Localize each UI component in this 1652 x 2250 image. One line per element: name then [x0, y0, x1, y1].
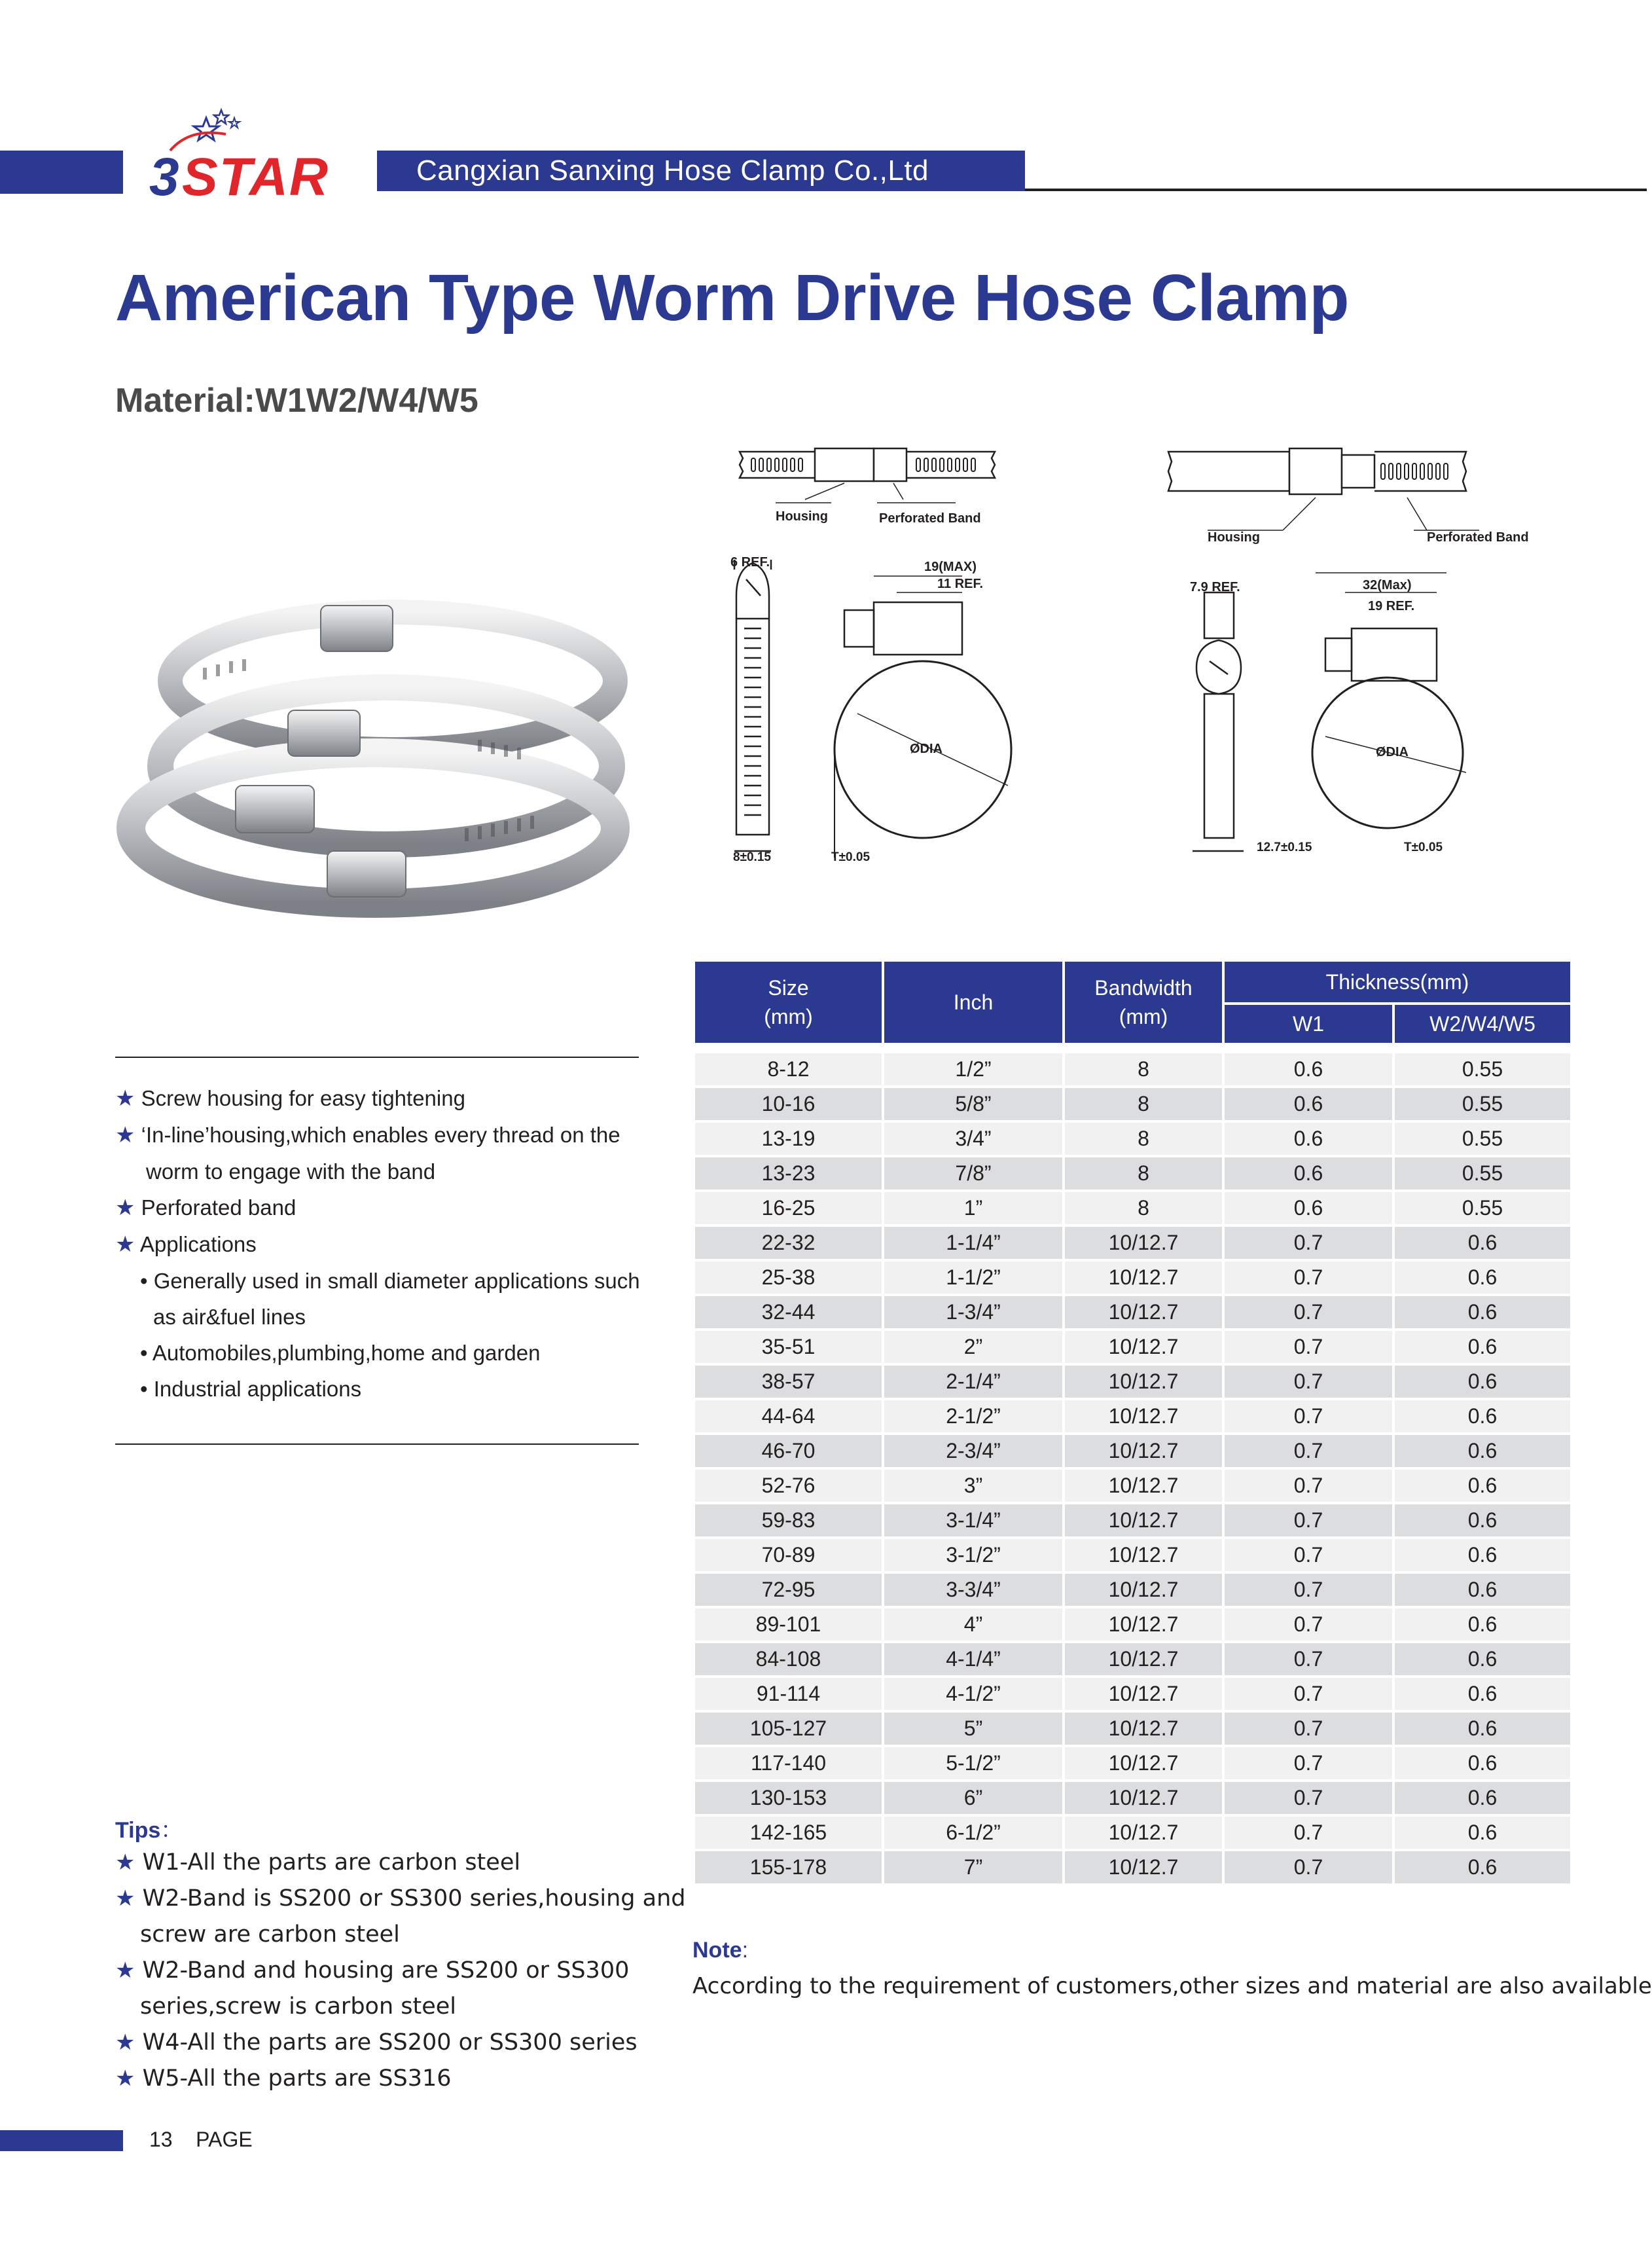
cell-size: 8-12 — [695, 1053, 882, 1085]
cell-inch: 1-1/4” — [884, 1227, 1062, 1259]
table-row — [695, 1504, 1570, 1536]
logo-stars-icon — [170, 110, 240, 151]
company-name: Cangxian Sanxing Hose Clamp Co.,Ltd — [416, 154, 929, 187]
cell-w1: 0.7 — [1225, 1366, 1392, 1398]
note-text: According to the requirement of customers,other sizes and material are also available — [692, 1973, 1652, 1999]
dim-t-right: T±0.05 — [1404, 841, 1443, 854]
cell-size: 13-23 — [695, 1157, 882, 1189]
cell-w2w4w5: 0.6 — [1395, 1574, 1570, 1606]
cell-w2w4w5: 0.6 — [1395, 1261, 1570, 1294]
cell-size: 46-70 — [695, 1435, 882, 1467]
cell-size: 16-25 — [695, 1192, 882, 1224]
star-icon: ★ — [115, 1232, 135, 1257]
star-icon: ★ — [115, 1086, 135, 1111]
cell-w2w4w5: 0.6 — [1395, 1643, 1570, 1675]
page-number: 13 — [149, 2128, 173, 2151]
feature-item: • Automobiles,plumbing,home and garden — [140, 1341, 541, 1365]
cell-inch: 1-3/4” — [884, 1296, 1062, 1328]
cell-w1: 0.7 — [1225, 1713, 1392, 1745]
cell-w1: 0.7 — [1225, 1296, 1392, 1328]
feature-item: worm to engage with the band — [146, 1159, 436, 1184]
cell-bandwidth: 10/12.7 — [1065, 1817, 1222, 1849]
cell-bandwidth: 8 — [1065, 1088, 1222, 1120]
cell-w2w4w5: 0.6 — [1395, 1713, 1570, 1745]
cell-w2w4w5: 0.6 — [1395, 1817, 1570, 1849]
feature-item: ★ Applications — [115, 1232, 257, 1257]
feature-item: ★ Screw housing for easy tightening — [115, 1086, 465, 1111]
cell-size: 32-44 — [695, 1296, 882, 1328]
page-title: American Type Worm Drive Hose Clamp — [115, 261, 1349, 335]
cell-size: 130-153 — [695, 1782, 882, 1814]
cell-w2w4w5: 0.6 — [1395, 1678, 1570, 1710]
cell-w2w4w5: 0.6 — [1395, 1296, 1570, 1328]
table-row — [695, 1435, 1570, 1467]
tip-item: ★ W2-Band is SS200 or SS300 series,housing and — [115, 1885, 686, 1912]
housing-label-left: Housing — [776, 509, 828, 524]
cell-w1: 0.7 — [1225, 1782, 1392, 1814]
cell-w2w4w5: 0.55 — [1395, 1088, 1570, 1120]
left-side-view — [734, 560, 771, 851]
cell-bandwidth: 8 — [1065, 1123, 1222, 1155]
features-bottom-rule — [115, 1443, 639, 1445]
cell-bandwidth: 8 — [1065, 1053, 1222, 1085]
col-header-w1: W1 — [1225, 1005, 1392, 1043]
cell-inch: 3” — [884, 1470, 1062, 1502]
spec-table — [692, 959, 1573, 1886]
dim-127: 12.7±0.15 — [1257, 841, 1312, 854]
cell-w1: 0.7 — [1225, 1539, 1392, 1571]
dim-19max: 19(MAX) — [924, 560, 977, 574]
perforated-band-label-right: Perforated Band — [1427, 530, 1529, 545]
cell-w1: 0.7 — [1225, 1747, 1392, 1779]
cell-size: 10-16 — [695, 1088, 882, 1120]
cell-w1: 0.7 — [1225, 1574, 1392, 1606]
cell-w2w4w5: 0.6 — [1395, 1851, 1570, 1883]
dim-32max: 32(Max) — [1363, 578, 1412, 592]
cell-inch: 5” — [884, 1713, 1062, 1745]
cell-size: 117-140 — [695, 1747, 882, 1779]
col-header-size: Size (mm) — [695, 962, 882, 1043]
header-spacer — [695, 1045, 1570, 1051]
star-icon: ★ — [115, 2065, 135, 2092]
cell-w1: 0.7 — [1225, 1817, 1392, 1849]
table-row — [695, 1713, 1570, 1745]
cell-size: 84-108 — [695, 1643, 882, 1675]
right-band-drawing — [1168, 448, 1479, 530]
material-subtitle: Material:W1W2/W4/W5 — [115, 382, 478, 420]
cell-w2w4w5: 0.6 — [1395, 1539, 1570, 1571]
table-row — [695, 1470, 1570, 1502]
cell-bandwidth: 10/12.7 — [1065, 1782, 1222, 1814]
table-row — [695, 1157, 1570, 1189]
table-row — [695, 1782, 1570, 1814]
cell-bandwidth: 10/12.7 — [1065, 1747, 1222, 1779]
table-row — [695, 1296, 1570, 1328]
right-side-view — [1193, 592, 1244, 851]
star-icon: ★ — [115, 1849, 135, 1876]
table-row — [695, 1366, 1570, 1398]
cell-inch: 7/8” — [884, 1157, 1062, 1189]
cell-bandwidth: 10/12.7 — [1065, 1435, 1222, 1467]
cell-w2w4w5: 0.6 — [1395, 1504, 1570, 1536]
cell-size: 70-89 — [695, 1539, 882, 1571]
dia-left: ØDIA — [910, 742, 943, 756]
cell-inch: 3-1/2” — [884, 1539, 1062, 1571]
col-header-bandwidth: Bandwidth (mm) — [1065, 962, 1222, 1043]
cell-w1: 0.7 — [1225, 1851, 1392, 1883]
cell-w1: 0.7 — [1225, 1261, 1392, 1294]
cell-w2w4w5: 0.6 — [1395, 1608, 1570, 1641]
cell-w1: 0.6 — [1225, 1123, 1392, 1155]
tip-item: ★ W4-All the parts are SS200 or SS300 series — [115, 2029, 637, 2056]
cell-w2w4w5: 0.55 — [1395, 1053, 1570, 1085]
col-header-w2w4w5: W2/W4/W5 — [1395, 1005, 1570, 1043]
cell-bandwidth: 10/12.7 — [1065, 1261, 1222, 1294]
cell-inch: 2-1/2” — [884, 1400, 1062, 1432]
svg-text:3: 3 — [149, 147, 179, 207]
cell-w2w4w5: 0.55 — [1395, 1157, 1570, 1189]
cell-bandwidth: 10/12.7 — [1065, 1539, 1222, 1571]
table-row — [695, 1331, 1570, 1363]
dim-11ref: 11 REF. — [937, 577, 984, 591]
cell-inch: 2-1/4” — [884, 1366, 1062, 1398]
cell-inch: 4” — [884, 1608, 1062, 1641]
table-row — [695, 1608, 1570, 1641]
cell-w1: 0.6 — [1225, 1053, 1392, 1085]
table-row — [695, 1227, 1570, 1259]
cell-bandwidth: 10/12.7 — [1065, 1574, 1222, 1606]
dim-t-left: T±0.05 — [831, 850, 871, 864]
star-icon: ★ — [115, 1195, 135, 1220]
left-band-drawing — [740, 448, 995, 503]
cell-w1: 0.6 — [1225, 1192, 1392, 1224]
table-row — [695, 1192, 1570, 1224]
cell-inch: 1-1/2” — [884, 1261, 1062, 1294]
tip-item: series,screw is carbon steel — [140, 1993, 457, 2020]
col-header-inch: Inch — [884, 962, 1062, 1043]
technical-drawings — [707, 432, 1529, 877]
cell-w1: 0.7 — [1225, 1435, 1392, 1467]
cell-bandwidth: 10/12.7 — [1065, 1227, 1222, 1259]
note-heading: Note: — [692, 1938, 749, 1963]
cell-w2w4w5: 0.6 — [1395, 1470, 1570, 1502]
cell-size: 72-95 — [695, 1574, 882, 1606]
cell-bandwidth: 10/12.7 — [1065, 1851, 1222, 1883]
cell-bandwidth: 10/12.7 — [1065, 1713, 1222, 1745]
cell-w2w4w5: 0.55 — [1395, 1192, 1570, 1224]
table-row — [695, 1851, 1570, 1883]
cell-w1: 0.7 — [1225, 1608, 1392, 1641]
dim-79ref: 7.9 REF. — [1190, 580, 1240, 594]
tip-item: ★ W1-All the parts are carbon steel — [115, 1849, 521, 1876]
cell-inch: 5-1/2” — [884, 1747, 1062, 1779]
cell-bandwidth: 10/12.7 — [1065, 1504, 1222, 1536]
star-icon: ★ — [115, 1885, 135, 1912]
page-label: PAGE — [196, 2128, 253, 2151]
cell-size: 155-178 — [695, 1851, 882, 1883]
cell-bandwidth: 10/12.7 — [1065, 1470, 1222, 1502]
cell-size: 89-101 — [695, 1608, 882, 1641]
cell-size: 91-114 — [695, 1678, 882, 1710]
footer-accent-bar — [0, 2130, 123, 2151]
feature-item: • Generally used in small diameter applications such — [140, 1269, 640, 1293]
cell-inch: 3-3/4” — [884, 1574, 1062, 1606]
cell-inch: 5/8” — [884, 1088, 1062, 1120]
company-name-band — [377, 151, 1025, 191]
table-row — [695, 1747, 1570, 1779]
cell-bandwidth: 10/12.7 — [1065, 1678, 1222, 1710]
cell-size: 142-165 — [695, 1817, 882, 1849]
left-clamp-circle — [835, 576, 1011, 858]
cell-bandwidth: 10/12.7 — [1065, 1400, 1222, 1432]
star-icon: ★ — [115, 1123, 135, 1148]
tip-item: screw are carbon steel — [140, 1921, 400, 1948]
cell-bandwidth: 10/12.7 — [1065, 1331, 1222, 1363]
feature-item: • Industrial applications — [140, 1377, 362, 1401]
cell-size: 38-57 — [695, 1366, 882, 1398]
cell-w2w4w5: 0.6 — [1395, 1331, 1570, 1363]
cell-size: 59-83 — [695, 1504, 882, 1536]
spec-table-wrapper — [692, 959, 1573, 1886]
table-row — [695, 1053, 1570, 1085]
star-icon: ★ — [115, 1957, 135, 1984]
cell-bandwidth: 10/12.7 — [1065, 1366, 1222, 1398]
company-logo — [144, 105, 360, 207]
cell-bandwidth: 8 — [1065, 1157, 1222, 1189]
cell-size: 13-19 — [695, 1123, 882, 1155]
cell-w1: 0.6 — [1225, 1157, 1392, 1189]
tip-item: ★ W2-Band and housing are SS200 or SS300 — [115, 1957, 630, 1984]
cell-inch: 4-1/2” — [884, 1678, 1062, 1710]
tips-list — [115, 1845, 686, 2097]
cell-inch: 4-1/4” — [884, 1643, 1062, 1675]
perforated-band-label-left: Perforated Band — [879, 511, 981, 526]
svg-text:STAR: STAR — [182, 147, 330, 207]
cell-w2w4w5: 0.6 — [1395, 1782, 1570, 1814]
dia-right: ØDIA — [1376, 745, 1409, 759]
housing-label-right: Housing — [1208, 530, 1260, 545]
cell-size: 44-64 — [695, 1400, 882, 1432]
feature-item: ★ ‘In-line’housing,which enables every thread on the — [115, 1123, 620, 1148]
cell-w1: 0.7 — [1225, 1227, 1392, 1259]
cell-w1: 0.7 — [1225, 1331, 1392, 1363]
cell-inch: 3/4” — [884, 1123, 1062, 1155]
cell-w1: 0.7 — [1225, 1643, 1392, 1675]
table-row — [695, 1088, 1570, 1120]
dim-19ref: 19 REF. — [1368, 599, 1415, 613]
cell-w1: 0.7 — [1225, 1470, 1392, 1502]
cell-inch: 6-1/2” — [884, 1817, 1062, 1849]
cell-size: 105-127 — [695, 1713, 882, 1745]
table-row — [695, 1643, 1570, 1675]
table-row — [695, 1400, 1570, 1432]
cell-bandwidth: 10/12.7 — [1065, 1643, 1222, 1675]
page-footer — [149, 2128, 253, 2152]
cell-w1: 0.7 — [1225, 1678, 1392, 1710]
cell-inch: 7” — [884, 1851, 1062, 1883]
dim-8: 8±0.15 — [733, 850, 771, 864]
cell-size: 35-51 — [695, 1331, 882, 1363]
col-header-thickness: Thickness(mm) — [1225, 962, 1570, 1002]
cell-w1: 0.7 — [1225, 1400, 1392, 1432]
product-photo — [111, 570, 648, 923]
table-row — [695, 1261, 1570, 1294]
cell-size: 25-38 — [695, 1261, 882, 1294]
cell-bandwidth: 8 — [1065, 1192, 1222, 1224]
cell-bandwidth: 10/12.7 — [1065, 1296, 1222, 1328]
cell-w2w4w5: 0.6 — [1395, 1366, 1570, 1398]
table-row — [695, 1574, 1570, 1606]
cell-w2w4w5: 0.6 — [1395, 1435, 1570, 1467]
table-row — [695, 1817, 1570, 1849]
table-row — [695, 1539, 1570, 1571]
cell-inch: 2” — [884, 1331, 1062, 1363]
cell-size: 22-32 — [695, 1227, 882, 1259]
cell-inch: 6” — [884, 1782, 1062, 1814]
cell-size: 52-76 — [695, 1470, 882, 1502]
cell-inch: 3-1/4” — [884, 1504, 1062, 1536]
tip-item: ★ W5-All the parts are SS316 — [115, 2065, 452, 2092]
cell-w1: 0.6 — [1225, 1088, 1392, 1120]
cell-w2w4w5: 0.55 — [1395, 1123, 1570, 1155]
features-list — [115, 1080, 658, 1407]
table-row — [695, 1123, 1570, 1155]
dim-6ref: 6 REF. — [730, 555, 770, 570]
cell-inch: 1” — [884, 1192, 1062, 1224]
feature-item: as air&fuel lines — [153, 1305, 306, 1329]
spec-table-body — [695, 1053, 1570, 1883]
features-top-rule — [115, 1057, 639, 1058]
table-row — [695, 1678, 1570, 1710]
feature-item: ★ Perforated band — [115, 1195, 296, 1220]
cell-w1: 0.7 — [1225, 1504, 1392, 1536]
header-accent-bar — [0, 151, 123, 194]
cell-inch: 2-3/4” — [884, 1435, 1062, 1467]
cell-bandwidth: 10/12.7 — [1065, 1608, 1222, 1641]
cell-w2w4w5: 0.6 — [1395, 1747, 1570, 1779]
star-icon: ★ — [115, 2029, 135, 2056]
tips-heading: Tips： — [115, 1818, 183, 1843]
cell-w2w4w5: 0.6 — [1395, 1400, 1570, 1432]
cell-w2w4w5: 0.6 — [1395, 1227, 1570, 1259]
cell-inch: 1/2” — [884, 1053, 1062, 1085]
